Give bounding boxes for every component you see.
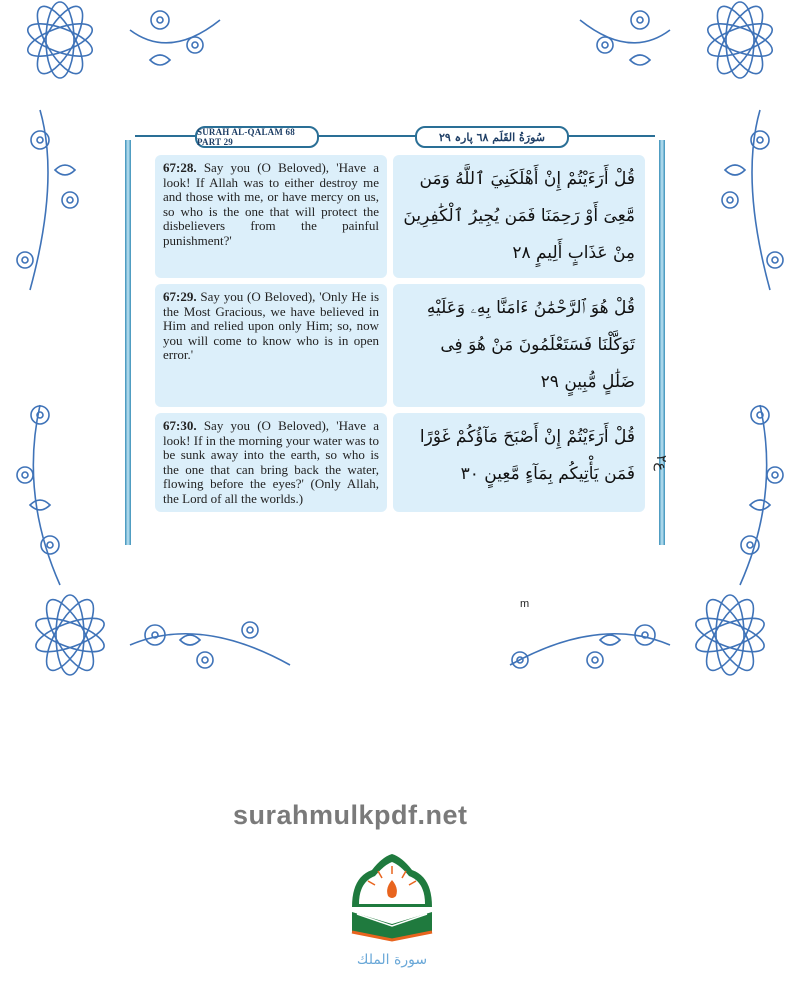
verse-arabic: قُلْ أَرَءَيْتُمْ إِنْ أَصْبَحَ مَآؤُكُمْ غَوْرًا فَمَن يَأْتِيكُم بِمَآءٍ مَّعِينٍ ٣٠ bbox=[393, 413, 645, 512]
verse-number: 67:28. bbox=[163, 160, 197, 175]
stray-text: m bbox=[520, 598, 530, 610]
verse-translation bbox=[155, 413, 387, 512]
header-english-title: SURAH AL-QALAM 68 PART 29 bbox=[195, 126, 319, 148]
verse-row bbox=[155, 413, 645, 512]
frame-border-left bbox=[125, 140, 131, 545]
verse-list bbox=[155, 155, 645, 518]
translation-text: Say you (O Beloved), 'Have a look! If Allah was to either destroy me and those with me, or have mercy on us, so who is the one that will protect the disbelievers from the painful punishment?' bbox=[163, 160, 380, 248]
verse-row bbox=[155, 155, 645, 278]
page-header bbox=[125, 125, 665, 147]
verse-arabic: قُلْ أَرَءَيْتُمْ إِنْ أَهْلَكَنِيَ ٱللَّهُ وَمَن مَّعِىَ أَوْ رَحِمَنَا فَمَن يُجِيرُ ٱلْكَٰفِرِينَ مِنْ عَذَابٍ أَلِيمٍ ٢٨ bbox=[393, 155, 645, 278]
translation-text: Say you (O Beloved), 'Only He is the Most Gracious, we have believed in Him and relied upon only Him; so, now you will come to know who is in open error.' bbox=[163, 289, 380, 362]
verse-translation bbox=[155, 155, 387, 278]
header-arabic-title: سُورَةُ القَلَم ٦٨ پارہ ٢٩ bbox=[415, 126, 569, 148]
translation-text: Say you (O Beloved), 'Have a look! If in the morning your water was to be sunk away into the earth, so who is the one that can bring back the water, flowing before the eyes?' (Only Allah, the Lord of all the worlds.) bbox=[163, 418, 380, 506]
ruku-mark: ع٢ bbox=[653, 455, 669, 471]
verse-number: 67:30. bbox=[163, 418, 197, 433]
quran-page bbox=[125, 125, 669, 545]
logo-caption: سورة الملك bbox=[356, 952, 428, 968]
site-logo bbox=[347, 852, 437, 972]
frame-border-right bbox=[659, 140, 665, 545]
website-link[interactable]: surahmulkpdf.net bbox=[233, 800, 468, 830]
verse-number: 67:29. bbox=[163, 289, 197, 304]
verse-translation bbox=[155, 284, 387, 407]
verse-arabic: قُلْ هُوَ ٱلرَّحْمَٰنُ ءَامَنَّا بِهِۦ وَعَلَيْهِ تَوَكَّلْنَا فَسَتَعْلَمُونَ مَنْ هُوَ فِى ضَلَٰلٍ مُّبِينٍ ٢٩ bbox=[393, 284, 645, 407]
verse-row bbox=[155, 284, 645, 407]
